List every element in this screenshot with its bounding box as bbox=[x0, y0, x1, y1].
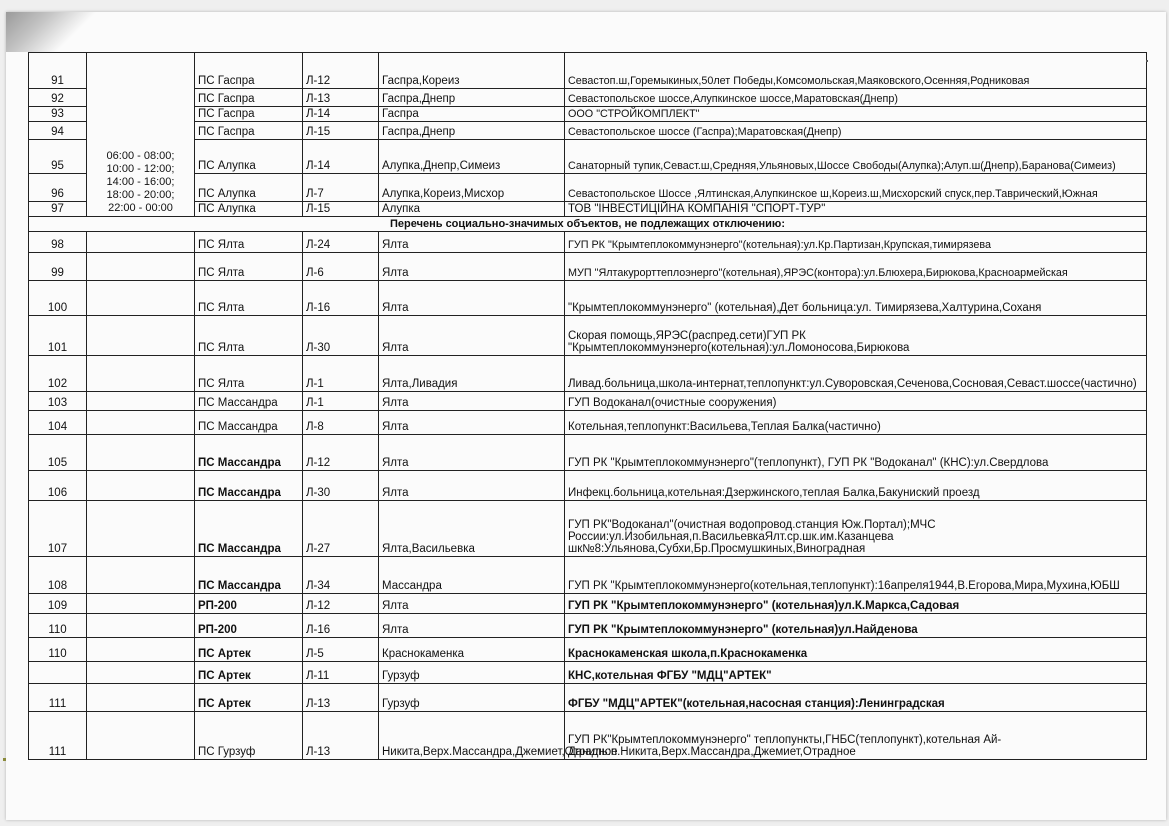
substation-cell: ПС Гаспра bbox=[195, 107, 303, 122]
settlement-cell: Алупка,Днепр,Симеиз bbox=[379, 140, 565, 174]
objects-cell: Инфекц.больница,котельная:Дзержинского,теплая Балка,Бакуниский проезд bbox=[565, 471, 1147, 501]
table-row bbox=[29, 53, 1147, 89]
table-row bbox=[29, 638, 1147, 662]
objects-cell: ООО "СТРОЙКОМПЛЕКТ" bbox=[565, 107, 1147, 122]
substation-cell: ПС Ялта bbox=[195, 281, 303, 316]
empty-time-cell bbox=[87, 662, 195, 684]
line-cell: Л-24 bbox=[303, 232, 379, 253]
row-number bbox=[29, 662, 87, 684]
substation-cell: ПС Гаспра bbox=[195, 53, 303, 89]
line-cell: Л-12 bbox=[303, 594, 379, 614]
substation-cell: ПС Алупка bbox=[195, 140, 303, 174]
row-number: 105 bbox=[29, 435, 87, 471]
row-number: 107 bbox=[29, 501, 87, 557]
settlement-cell: Гурзуф bbox=[379, 662, 565, 684]
substation-cell: ПС Ялта bbox=[195, 356, 303, 392]
settlement-cell: Ялта bbox=[379, 232, 565, 253]
table-row bbox=[29, 411, 1147, 435]
empty-time-cell bbox=[87, 557, 195, 594]
time-slots-cell bbox=[87, 53, 195, 217]
line-cell: Л-5 bbox=[303, 638, 379, 662]
line-cell: Л-12 bbox=[303, 435, 379, 471]
settlement-cell: Ялта bbox=[379, 594, 565, 614]
row-number: 106 bbox=[29, 471, 87, 501]
row-number: 92 bbox=[29, 89, 87, 107]
settlement-cell: Ялта,Васильевка bbox=[379, 501, 565, 557]
settlement-cell: Ялта bbox=[379, 253, 565, 281]
row-number: 111 bbox=[29, 712, 87, 760]
line-cell: Л-27 bbox=[303, 501, 379, 557]
row-number: 98 bbox=[29, 232, 87, 253]
table-row bbox=[29, 122, 1147, 140]
empty-time-cell bbox=[87, 281, 195, 316]
empty-time-cell bbox=[87, 411, 195, 435]
objects-cell: "Крымтеплокоммунэнерго" (котельная),Дет больница:ул. Тимирязева,Халтурина,Соханя bbox=[565, 281, 1147, 316]
objects-cell: Севастопольское Шоссе ,Ялтинская,Алупкинское ш,Кореиз.ш,Мисхорский спуск,пер.Таврический,Южная bbox=[565, 174, 1147, 202]
settlement-cell: Ялта bbox=[379, 316, 565, 356]
line-cell: Л-7 bbox=[303, 174, 379, 202]
row-number: 97 bbox=[29, 202, 87, 217]
objects-cell: Санаторный тупик,Севаст.ш,Средняя,Ульяновых,Шоссе Свободы(Алупка);Алуп.ш(Днепр),Баранова(Симеиз) bbox=[565, 140, 1147, 174]
row-number: 100 bbox=[29, 281, 87, 316]
line-cell: Л-30 bbox=[303, 471, 379, 501]
row-number: 102 bbox=[29, 356, 87, 392]
time-slot: 10:00 - 12:00; bbox=[106, 163, 175, 175]
substation-cell: ПС Артек bbox=[195, 662, 303, 684]
substation-cell: ПС Ялта bbox=[195, 253, 303, 281]
objects-cell: ГУП РК "Крымтеплокоммунэнерго"(теплопункт), ГУП РК "Водоканал" (КНС):ул.Свердлова bbox=[565, 435, 1147, 471]
time-slot: 22:00 - 00:00 bbox=[108, 202, 173, 214]
settlement-cell: Гаспра bbox=[379, 107, 565, 122]
objects-cell: МУП "Ялтакурорттеплоэнерго"(котельная),ЯРЭС(контора):ул.Блюхера,Бирюкова,Красноармейская bbox=[565, 253, 1147, 281]
row-number: 110 bbox=[29, 614, 87, 638]
table-row bbox=[29, 107, 1147, 122]
settlement-cell: Гаспра,Днепр bbox=[379, 122, 565, 140]
objects-cell: ТОВ "ІНВЕСТИЦІЙНА КОМПАНІЯ "СПОРТ-ТУР" bbox=[565, 202, 1147, 217]
settlement-cell: Алупка,Кореиз,Мисхор bbox=[379, 174, 565, 202]
table-row bbox=[29, 662, 1147, 684]
objects-cell: ГУП РК "Крымтеплокоммунэнерго" (котельная)ул.Найденова bbox=[565, 614, 1147, 638]
row-number: 99 bbox=[29, 253, 87, 281]
line-cell: Л-13 bbox=[303, 684, 379, 712]
empty-time-cell bbox=[87, 501, 195, 557]
empty-time-cell bbox=[87, 435, 195, 471]
substation-cell: ПС Артек bbox=[195, 638, 303, 662]
table-row bbox=[29, 253, 1147, 281]
settlement-cell: Ялта bbox=[379, 411, 565, 435]
empty-time-cell bbox=[87, 316, 195, 356]
table-row bbox=[29, 392, 1147, 411]
substation-cell: ПС Артек bbox=[195, 684, 303, 712]
empty-time-cell bbox=[87, 712, 195, 760]
substation-cell: РП-200 bbox=[195, 614, 303, 638]
settlement-cell: Ялта bbox=[379, 392, 565, 411]
line-cell: Л-34 bbox=[303, 557, 379, 594]
settlement-cell: Ялта bbox=[379, 471, 565, 501]
table-row bbox=[29, 174, 1147, 202]
table-row bbox=[29, 281, 1147, 316]
row-number: 93 bbox=[29, 107, 87, 122]
scan-shadow bbox=[6, 12, 96, 52]
substation-cell: ПС Массандра bbox=[195, 501, 303, 557]
row-number: 108 bbox=[29, 557, 87, 594]
scan-speck bbox=[3, 758, 6, 761]
table-row bbox=[29, 712, 1147, 760]
table-row bbox=[29, 316, 1147, 356]
empty-time-cell bbox=[87, 471, 195, 501]
substation-cell: ПС Гаспра bbox=[195, 89, 303, 107]
line-cell: Л-12 bbox=[303, 53, 379, 89]
line-cell: Л-14 bbox=[303, 107, 379, 122]
row-number: 104 bbox=[29, 411, 87, 435]
table-row bbox=[29, 501, 1147, 557]
settlement-cell: Краснокаменка bbox=[379, 638, 565, 662]
table-row bbox=[29, 140, 1147, 174]
objects-cell: ФГБУ "МДЦ"АРТЕК"(котельная,насосная станция):Ленинградская bbox=[565, 684, 1147, 712]
objects-cell: Севастоп.ш,Горемыкиных,50лет Победы,Комсомольская,Маяковского,Осенняя,Родниковая bbox=[565, 53, 1147, 89]
empty-time-cell bbox=[87, 392, 195, 411]
line-cell: Л-6 bbox=[303, 253, 379, 281]
substation-cell: ПС Алупка bbox=[195, 174, 303, 202]
objects-cell: ГУП Водоканал(очистные сооружения) bbox=[565, 392, 1147, 411]
settlement-cell: Гурзуф bbox=[379, 684, 565, 712]
empty-time-cell bbox=[87, 614, 195, 638]
objects-cell: Котельная,теплопункт:Васильева,Теплая Балка(частично) bbox=[565, 411, 1147, 435]
settlement-cell: Ялта bbox=[379, 614, 565, 638]
row-number: 111 bbox=[29, 684, 87, 712]
section-heading-row bbox=[29, 217, 1147, 232]
row-number: 91 bbox=[29, 53, 87, 89]
settlement-cell: Ялта bbox=[379, 435, 565, 471]
substation-cell: ПС Гаспра bbox=[195, 122, 303, 140]
objects-cell: ГУП РК"Водоканал"(очистная водопровод.станция Юж.Портал);МЧС России:ул.Изобильная,п.ВасильевкаЯлт.ср.шк.им.Казанцева шк№8:Ульянова,Субхи,Бр.Просмушкиных,Виноградная bbox=[565, 501, 1147, 557]
substation-cell: ПС Алупка bbox=[195, 202, 303, 217]
row-number: 110 bbox=[29, 638, 87, 662]
objects-cell: КНС,котельная ФГБУ "МДЦ"АРТЕК" bbox=[565, 662, 1147, 684]
empty-time-cell bbox=[87, 253, 195, 281]
table-row bbox=[29, 684, 1147, 712]
table-row bbox=[29, 232, 1147, 253]
outage-schedule-table bbox=[28, 52, 1147, 760]
substation-cell: ПС Ялта bbox=[195, 316, 303, 356]
line-cell: Л-14 bbox=[303, 140, 379, 174]
line-cell: Л-30 bbox=[303, 316, 379, 356]
objects-cell: Скорая помощь,ЯРЭС(распред.сети)ГУП РК "Крымтеплокоммунэнерго(котельная):ул.Ломоносова,Бирюкова bbox=[565, 316, 1147, 356]
substation-cell: РП-200 bbox=[195, 594, 303, 614]
table-row bbox=[29, 614, 1147, 638]
line-cell: Л-16 bbox=[303, 281, 379, 316]
document-page bbox=[6, 12, 1166, 820]
empty-time-cell bbox=[87, 684, 195, 712]
row-number: 109 bbox=[29, 594, 87, 614]
substation-cell: ПС Ялта bbox=[195, 232, 303, 253]
table-row bbox=[29, 557, 1147, 594]
line-cell: Л-16 bbox=[303, 614, 379, 638]
objects-cell: ГУП РК "Крымтеплокоммунэнерго(котельная,теплопункт):16апреля1944,В.Егорова,Мира,Мухина,ЮБШ bbox=[565, 557, 1147, 594]
scan-speck bbox=[1146, 60, 1148, 62]
settlement-cell: Алупка bbox=[379, 202, 565, 217]
empty-time-cell bbox=[87, 232, 195, 253]
settlement-cell: Гаспра,Днепр bbox=[379, 89, 565, 107]
table-row bbox=[29, 202, 1147, 217]
settlement-cell: Ялта,Ливадия bbox=[379, 356, 565, 392]
substation-cell: ПС Массандра bbox=[195, 471, 303, 501]
objects-cell: ГУП РК "Крымтеплокоммунэнерго" (котельная)ул.К.Маркса,Садовая bbox=[565, 594, 1147, 614]
row-number: 95 bbox=[29, 140, 87, 174]
section-heading: Перечень социально-значимых объектов, не подлежащих отключению: bbox=[29, 217, 1147, 232]
settlement-cell: Никита,Верх.Массандра,Джемиет,Отрадное bbox=[379, 712, 565, 760]
line-cell: Л-15 bbox=[303, 122, 379, 140]
line-cell: Л-13 bbox=[303, 712, 379, 760]
time-slot: 18:00 - 20:00; bbox=[106, 189, 175, 201]
substation-cell: ПС Массандра bbox=[195, 411, 303, 435]
table-row bbox=[29, 435, 1147, 471]
substation-cell: ПС Массандра bbox=[195, 392, 303, 411]
empty-time-cell bbox=[87, 638, 195, 662]
settlement-cell: Массандра bbox=[379, 557, 565, 594]
objects-cell: Ливад.больница,школа-интернат,теплопункт:ул.Суворовская,Сеченова,Сосновая,Севаст.шоссе(частично) bbox=[565, 356, 1147, 392]
time-slot: 14:00 - 16:00; bbox=[106, 176, 175, 188]
objects-cell: ГУП РК"Крымтеплокоммунэнерго" теплопункты,ГНБС(теплопункт),котельная Ай-Даниль:п.Никита,Верх.Массандра,Джемиет,Отрадное bbox=[565, 712, 1147, 760]
table-row bbox=[29, 594, 1147, 614]
table-row bbox=[29, 89, 1147, 107]
substation-cell: ПС Гурзуф bbox=[195, 712, 303, 760]
line-cell: Л-13 bbox=[303, 89, 379, 107]
empty-time-cell bbox=[87, 594, 195, 614]
objects-cell: ГУП РК "Крымтеплокоммунэнерго"(котельная):ул.Кр.Партизан,Крупская,тимирязева bbox=[565, 232, 1147, 253]
substation-cell: ПС Массандра bbox=[195, 435, 303, 471]
row-number: 96 bbox=[29, 174, 87, 202]
objects-cell: Севастопольское шоссе,Алупкинское шоссе,Маратовская(Днепр) bbox=[565, 89, 1147, 107]
row-number: 103 bbox=[29, 392, 87, 411]
empty-time-cell bbox=[87, 356, 195, 392]
objects-cell: Краснокаменская школа,п.Краснокаменка bbox=[565, 638, 1147, 662]
line-cell: Л-8 bbox=[303, 411, 379, 435]
line-cell: Л-15 bbox=[303, 202, 379, 217]
row-number: 101 bbox=[29, 316, 87, 356]
time-slot: 06:00 - 08:00; bbox=[106, 150, 175, 162]
table-row bbox=[29, 471, 1147, 501]
settlement-cell: Гаспра,Кореиз bbox=[379, 53, 565, 89]
row-number: 94 bbox=[29, 122, 87, 140]
line-cell: Л-1 bbox=[303, 392, 379, 411]
objects-cell: Севастопольское шоссе (Гаспра);Маратовская(Днепр) bbox=[565, 122, 1147, 140]
line-cell: Л-11 bbox=[303, 662, 379, 684]
line-cell: Л-1 bbox=[303, 356, 379, 392]
substation-cell: ПС Массандра bbox=[195, 557, 303, 594]
settlement-cell: Ялта bbox=[379, 281, 565, 316]
table-row bbox=[29, 356, 1147, 392]
